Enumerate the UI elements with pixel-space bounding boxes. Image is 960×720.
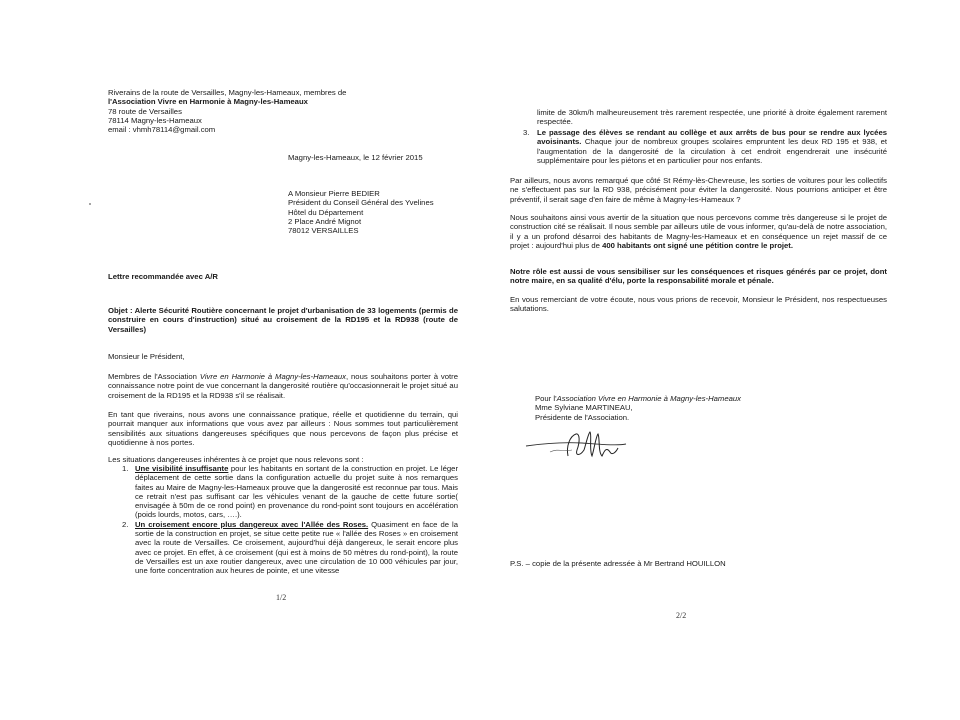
list-item-text: pour les habitants en sortant de la construction en projet. Le léger déplacement de cette sortie dans la configuration actuelle du projet suite à nos remarques faites au Maire de Magny-les-Hameaux prouve que la dangerosité est reconnue par tous. Mais ce retrait n'est pas suffisant car les véhicules venant de la gauche de cette future sortie( envisagée à 50m de ce rond point) en provenance du rond-point sont toujours en accélération (poids lourds, motos, cars, ….). <box>135 464 459 520</box>
paragraph-closing: En vous remerciant de votre écoute, nous vous prions de recevoir, Monsieur le Président, nos respectueuses salutations. <box>510 295 887 314</box>
letter-subject <box>108 306 458 334</box>
sender-email: email : vhmh78114@gmail.com <box>108 125 216 135</box>
paragraph-st-remy: Par ailleurs, nous avons remarqué que côté St Rémy-lès-Chevreuse, les sorties de voitures pour les collectifs ne s'effectuent pas sur la RD 938, précisément pour éviter la dangerosité. Nous pourrions anticiper et être préventif, il serait sage d'en faire de même à Magny-les-Hameaux ? <box>510 176 887 204</box>
subject-label: Objet <box>108 306 128 315</box>
paragraph-warning-text: Nous souhaitons ainsi vous avertir de la situation que nous percevons comme très dangereuse si le projet de construction cité se réalisait. Il nous semble par ailleurs utile de vous informer, qu'au-delà de notre association, il y a un profond désarroi des habitants de Magny-les-Hameaux et en conséquence un rejet massif de ce projet : aujourd'hui plus de <box>510 213 887 250</box>
paragraph-responsibility: Notre rôle est aussi de vous sensibiliser sur les conséquences et risques générés par ce projet, dont notre maire, en sa qualité d'élu, porte la responsabilité morale et pénale. <box>510 267 887 286</box>
signoff-name: Mme Sylviane MARTINEAU, <box>535 403 633 413</box>
signoff-title: Présidente de l'Association. <box>535 412 630 422</box>
situations-list-continued <box>510 128 887 165</box>
paragraph-intro <box>108 372 458 400</box>
list-item-number: 2. <box>122 519 129 529</box>
list-item-title: Le passage des élèves se rendant au collège et aux arrêts de bus pour se rendre aux lycées avoisinants. <box>537 128 887 147</box>
list-item-title: Un croisement encore plus dangereux avec l'Allée des Roses. <box>135 519 369 529</box>
recipient-block <box>288 189 468 235</box>
paragraph-warning-petition: 400 habitants ont signé une pétition contre le projet. <box>602 240 794 250</box>
recipient-title: Président du Conseil Général des Yvelines <box>288 198 434 208</box>
recipient-street: 2 Place André Mignot <box>288 216 362 226</box>
paragraph-intro-association: Vivre en Harmonie à Magny-les-Hameaux <box>199 372 346 381</box>
signoff-prefix: Pour l' <box>535 394 557 403</box>
letter-date: Magny-les-Hameaux, le 12 février 2015 <box>288 153 423 162</box>
paragraph-intro-text-a: Membres de l'Association <box>108 372 200 381</box>
sender-line-1: Riverains de la route de Versailles, Magny-les-Hameaux, membres de <box>108 88 347 97</box>
sender-city: 78114 Magny-les-Hameaux <box>108 115 202 125</box>
list-item-students <box>510 128 887 165</box>
postscript: P.S. – copie de la présente adressée à Mr Bertrand HOUILLON <box>510 559 726 568</box>
page-number-1: 1/2 <box>276 593 287 602</box>
subject-text: : Alerte Sécurité Routière concernant le projet d'urbanisation de 33 logements (permis de construire en cours d'instruction) situé au croisement de la RD195 et la RD938 (route de Versailles) <box>108 306 458 334</box>
registered-mail-note: Lettre recommandée avec A/R <box>108 272 218 281</box>
signoff-line-1 <box>535 394 835 403</box>
signoff-association: Association Vivre en Harmonie à Magny-les-Hameaux <box>556 394 742 403</box>
list-item-text: Quasiment en face de la sortie de la construction en projet, se situe cette petite rue « l'allée des Roses » en croisement avec la route de Versailles. Ce croisement, aujourd'hui déjà dangereux, le serait encore plus avec ce projet. En effet, à ce croisement (qui est à moins de 50 mètres du rond-point), la route de Versailles est un axe routier dangereux, avec une circulation de 10 000 véhicules par jour, une forte concentration aux heures de pointe, et une vitesse <box>135 519 459 576</box>
list-item-number: 1. <box>122 464 129 473</box>
situations-list <box>120 464 458 576</box>
list-item-crossing <box>120 520 458 576</box>
page-number-2: 2/2 <box>676 611 687 620</box>
list-item-number: 3. <box>523 128 530 137</box>
situations-intro: Les situations dangereuses inhérentes à ce projet que nous relevons sont : <box>108 455 364 464</box>
recipient-city: 78012 VERSAILLES <box>288 226 359 236</box>
letter-salutation: Monsieur le Président, <box>108 352 185 361</box>
sender-block <box>108 88 368 134</box>
handwritten-signature <box>522 422 632 464</box>
letter-page-2 <box>480 0 960 720</box>
item2-continued: limite de 30km/h malheureusement très rarement respectée, une priorité à droite également rarement respectée. <box>537 108 887 127</box>
scan-speck <box>89 203 91 205</box>
list-item-text: Chaque jour de nombreux groupes scolaires empruntent les deux RD 195 et 938, et l'augmentation de la dangerosité de la circulation à cet endroit engendrerait une insécurité supplémentaire pour les piétons et en particulier pour nos enfants. <box>537 137 887 165</box>
paragraph-intro-text-c: , nous souhaitons porter à votre connaissance notre point de vue concernant la dangerosité routière qu'occasionnerait le projet situé au croisement de la RD195 et la RD938 s'il se réalisait. <box>108 372 458 400</box>
recipient-name: A Monsieur Pierre BEDIER <box>288 189 380 198</box>
signoff-block <box>535 394 835 422</box>
list-item-title: Une visibilité insuffisante <box>135 464 229 473</box>
list-item-visibility <box>120 464 458 520</box>
recipient-building: Hôtel du Département <box>288 207 364 217</box>
paragraph-residents: En tant que riverains, nous avons une connaissance pratique, réelle et quotidienne du terrain, qui pourrait manquer aux informations que vous avez par ailleurs : Nous sommes tout particulièrement sensibilités aux situations dangereuses spécifiques que nous percevons de façon plus précise et quotidienne à nos portes. <box>108 410 458 447</box>
sender-street: 78 route de Versailles <box>108 106 182 116</box>
paragraph-warning <box>510 213 887 250</box>
sender-association: l'Association Vivre en Harmonie à Magny-les-Hameaux <box>108 97 308 107</box>
